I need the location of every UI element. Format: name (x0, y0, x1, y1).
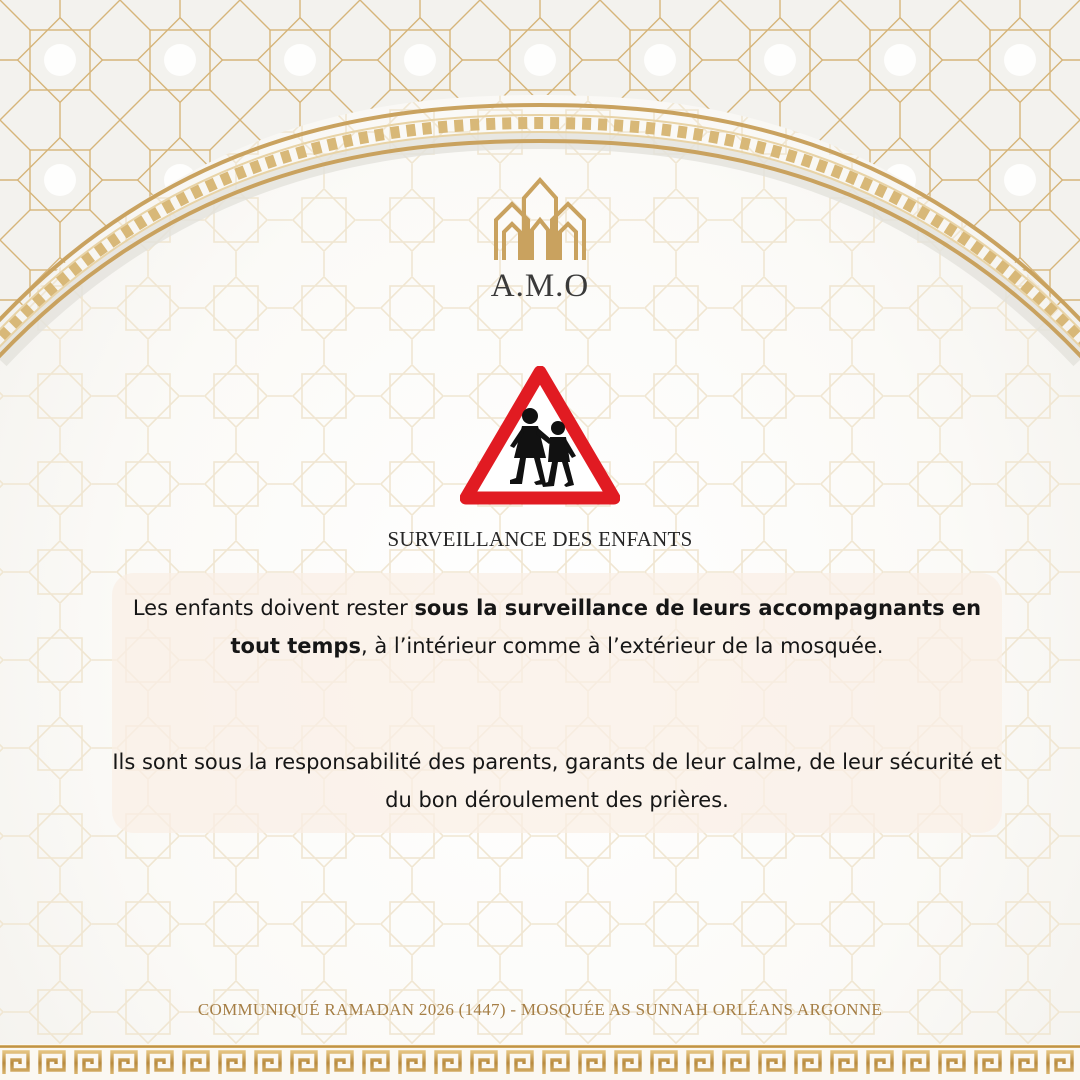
message-box (112, 573, 1002, 833)
message-paragraph-2: Ils sont sous la responsabilité des parents, garants de leur calme, de leur sécurité et du bon déroulement des prières. (112, 750, 1002, 812)
greek-key-border (0, 1044, 1080, 1080)
children-crossing-warning-sign-icon (460, 366, 620, 506)
paragraph-1-text-end: , à l’intérieur comme à l’extérieur de la mosquée. (360, 634, 884, 658)
footer-text: COMMUNIQUÉ RAMADAN 2026 (1447) - MOSQUÉE AS SUNNAH ORLÉANS ARGONNE (197, 1000, 883, 1019)
paragraph-1-emphasis: sous la surveillance de leurs accompagnants en tout temps (230, 596, 982, 658)
logo-text: A.M.O (490, 268, 590, 304)
mosque-domes-icon (488, 176, 592, 260)
message-paragraph-1 (112, 589, 1002, 665)
paragraph-1-text-start: Les enfants doivent rester (132, 596, 415, 620)
notice-title: SURVEILLANCE DES ENFANTS (387, 527, 693, 551)
